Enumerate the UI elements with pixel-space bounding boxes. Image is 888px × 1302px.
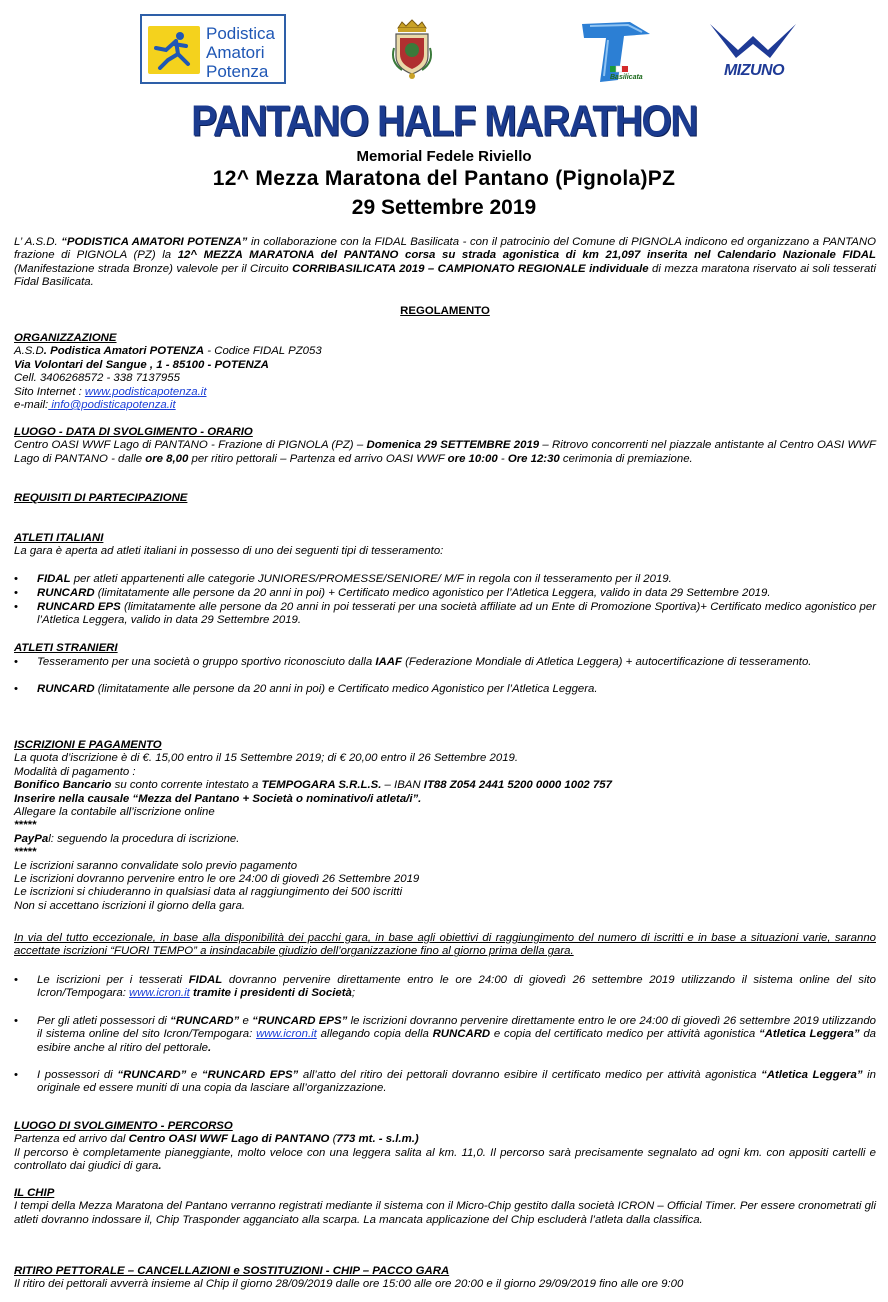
ritiro-heading: RITIRO PETTORALE – CANCELLAZIONI e SOSTITUZIONI - CHIP – PACCO GARA xyxy=(14,1265,450,1277)
fuori-tempo-paragraph: In via del tutto eccezionale, in base alla disponibilità dei pacchi gara, in base agli obiettivi di raggiungimento del numero di iscritti e in base a situazioni varie, saranno accettate iscrizioni “FUORI TEMPO” a insindacabile giudizio dell’organizzazione fino al giorno prima della gara. xyxy=(14,932,876,958)
list-item: • I possessori di “RUNCARD” e “RUNCARD EPS” all’atto del ritiro dei pettorali dovranno esibire il certificato medico per attività agonistica “Atletica Leggera” in originale ed essere muniti di una copia da lasciare all’organizzazione. xyxy=(14,1069,877,1095)
organizzazione-section: ORGANIZZAZIONE A.S.D. Podistica Amatori POTENZA - Codice FIDAL PZ053 Via Volontari del Sangue , 1 - 85100 - POTENZA Cell. 3406268572 - 338 7137955 Sito Internet : www.podisticapotenza.it e-mail: info@podisticapotenza.it xyxy=(14,332,876,412)
list-item: • Per gli atleti possessori di “RUNCARD” e “RUNCARD EPS” le iscrizioni dovranno pervenire direttamente entro le ore 24:00 di giovedì 26 settembre 2019 utilizzando il sistema online del sito Icron/Tempogara: www.icron.it allegando copia della RUNCARD e copia del certificato medico per attività agonistica “Atletica Leggera” da esibire anche al ritiro del pettorale. xyxy=(14,1015,876,1054)
sito-internet-link[interactable]: www.podisticapotenza.it xyxy=(84,385,207,398)
requisiti-heading: REQUISITI DI PARTECIPAZIONE xyxy=(14,492,188,504)
percorso-section: LUOGO DI SVOLGIMENTO - PERCORSO Partenza ed arrivo dal Centro OASI WWF Lago di PANTANO (773 mt. - s.l.m.) Il percorso è completamente pianeggiante, molto veloce con una leggera salita al km. 11,0. Il percorso sarà precisamente segnalato ad ogni km. con appositi cartelli e controllato dai giudici di gara. xyxy=(14,1120,876,1173)
iscrizioni-heading: ISCRIZIONI E PAGAMENTO xyxy=(14,739,162,751)
fidal-basilicata-logo xyxy=(580,20,652,86)
icron-link[interactable]: www.icron.it xyxy=(129,987,190,1000)
mizuno-wordmark: MIZUNO xyxy=(723,62,785,79)
logo-line-2: Amatori xyxy=(206,43,265,62)
icron-link[interactable]: www.icron.it xyxy=(256,1028,317,1041)
event-title: PANTANO HALF MARATHON xyxy=(191,97,697,146)
memorial-subtitle: Memorial Fedele Riviello xyxy=(356,148,532,165)
list-item: • FIDAL per atleti appartenenti alle categorie JUNIORES/PROMESSE/SENIORE/ M/F in regola con il tesseramento per il 2019. xyxy=(14,573,672,585)
atleti-stranieri-section xyxy=(14,642,876,655)
organizzazione-heading: ORGANIZZAZIONE xyxy=(14,332,117,344)
event-date: 29 Settembre 2019 xyxy=(351,196,537,219)
fidal-caption: Basilicata xyxy=(610,74,643,81)
list-item: • RUNCARD (limitatamente alle persone da 20 anni in poi) e Certificato medico Agonistico per l’Atletica Leggera. xyxy=(14,683,598,695)
email-link[interactable]: info@podisticapotenza.it xyxy=(48,399,176,412)
chip-heading: IL CHIP xyxy=(14,1187,55,1199)
list-item: • Le iscrizioni per i tesserati FIDAL dovranno pervenire direttamente entro le ore 24:00 di giovedì 26 settembre 2019 utilizzando il sistema online del sito Icron/Tempogara: www.icron.it tramite i presidenti di Società; xyxy=(14,974,876,1000)
runner-icon xyxy=(148,26,200,74)
atleti-italiani-heading: ATLETI ITALIANI xyxy=(14,532,104,544)
logo-line-3: Potenza xyxy=(206,62,269,81)
list-item: • Tesseramento per una società o gruppo sportivo riconosciuto dalla IAAF (Federazione Mondiale di Atletica Leggera) + autocertificazione di tesseramento. xyxy=(14,656,812,668)
intro-paragraph: L’ A.S.D. “PODISTICA AMATORI POTENZA” in collaborazione con la FIDAL Basilicata - con il patrocinio del Comune di PIGNOLA indicono ed organizzano a PANTANO frazione di PIGNOLA (PZ) la 12^ MEZZA MARATONA del PANTANO corsa su strada agonistica di km 21,097 inserita nel Calendario Nazionale FIDAL (Manifestazione strada Bronze) valevole per il Circuito CORRIBASILICATA 2019 – CAMPIONATO REGIONALE individuale di mezza maratona riservato ai soli tesserati Fidal Basilicata. xyxy=(14,236,877,289)
logo-line-1: Podistica xyxy=(206,24,275,43)
mizuno-logo xyxy=(708,22,798,82)
pignola-coat-of-arms-logo xyxy=(388,18,436,82)
event-subtitle: 12^ Mezza Maratona del Pantano (Pignola)PZ xyxy=(212,167,676,190)
regolamento-heading: REGOLAMENTO xyxy=(400,305,490,317)
atleti-stranieri-heading: ATLETI STRANIERI xyxy=(14,642,118,654)
luogo-data-orario-section: LUOGO - DATA DI SVOLGIMENTO - ORARIO Centro OASI WWF Lago di PANTANO - Frazione di PIGNOLA (PZ) – Domenica 29 SETTEMBRE 2019 – Ritrovo concorrenti nel piazzale antistante al Centro OASI WWF Lago di PANTANO - dalle ore 8,00 per ritiro pettorali – Partenza ed arrivo OASI WWF ore 10:00 - Ore 12:30 cerimonia di premiazione. xyxy=(14,426,877,465)
list-item: • RUNCARD EPS (limitatamente alle persone da 20 anni in poi tesserati per una società affiliate ad un Ente di Promozione Sportiva)+ Certificato medico agonistico per l’Atletica Leggera, valido in data 29 Settembre 2019. xyxy=(14,601,876,627)
luogo-heading: LUOGO - DATA DI SVOLGIMENTO - ORARIO xyxy=(14,426,253,438)
list-item: • RUNCARD (limitatamente alle persone da 20 anni in poi) + Certificato medico agonistico per l’Atletica Leggera, valido in data 29 Settembre 2019. xyxy=(14,587,771,599)
atleti-italiani-section: ATLETI ITALIANI La gara è aperta ad atleti italiani in possesso di uno dei seguenti tipi di tesseramento: xyxy=(14,532,876,559)
podistica-amatori-potenza-logo xyxy=(140,14,286,84)
percorso-heading: LUOGO DI SVOLGIMENTO - PERCORSO xyxy=(14,1120,233,1132)
chip-section: IL CHIP I tempi della Mezza Maratona del Pantano verranno registrati mediante il sistema con il Micro-Chip gestito dalla società ICRON – Official Timer. Per essere cronometrati gli atleti dovranno indossare il, Chip Trasponder agganciato alla scarpa. La mancata applicazione del Chip escluderà l’atleta dalla classifica. xyxy=(14,1187,876,1226)
ritiro-section: RITIRO PETTORALE – CANCELLAZIONI e SOSTITUZIONI - CHIP – PACCO GARA Il ritiro dei pettorali avverrà insieme al Chip il giorno 28/09/2019 dalle ore 15:00 alle ore 20:00 e il giorno 29/09/2019 fino alle ore 9:00 xyxy=(14,1265,876,1292)
iscrizioni-section: ISCRIZIONI E PAGAMENTO La quota d’iscrizione è di €. 15,00 entro il 15 Settembre 2019; di € 20,00 entro il 26 Settembre 2019. Modalità di pagamento : Bonifico Bancario su conto corrente intestato a TEMPOGARA S.R.L.S. – IBAN IT88 Z054 2441 5200 0000 1002 757 Inserire nella causale “Mezza del Pantano + Società o nominativo/i atleta/i”. Allegare la contabile all’iscrizione online ***** PayPal: seguendo la procedura di iscrizione. ***** Le iscrizioni saranno convalidate solo previo pagamento Le iscrizioni dovranno pervenire entro le ore 24:00 di giovedì 26 Settembre 2019 Le iscrizioni si chiuderanno in qualsiasi data al raggiungimento dei 500 iscritti Non si accettano iscrizioni il giorno della gara. xyxy=(14,739,876,913)
